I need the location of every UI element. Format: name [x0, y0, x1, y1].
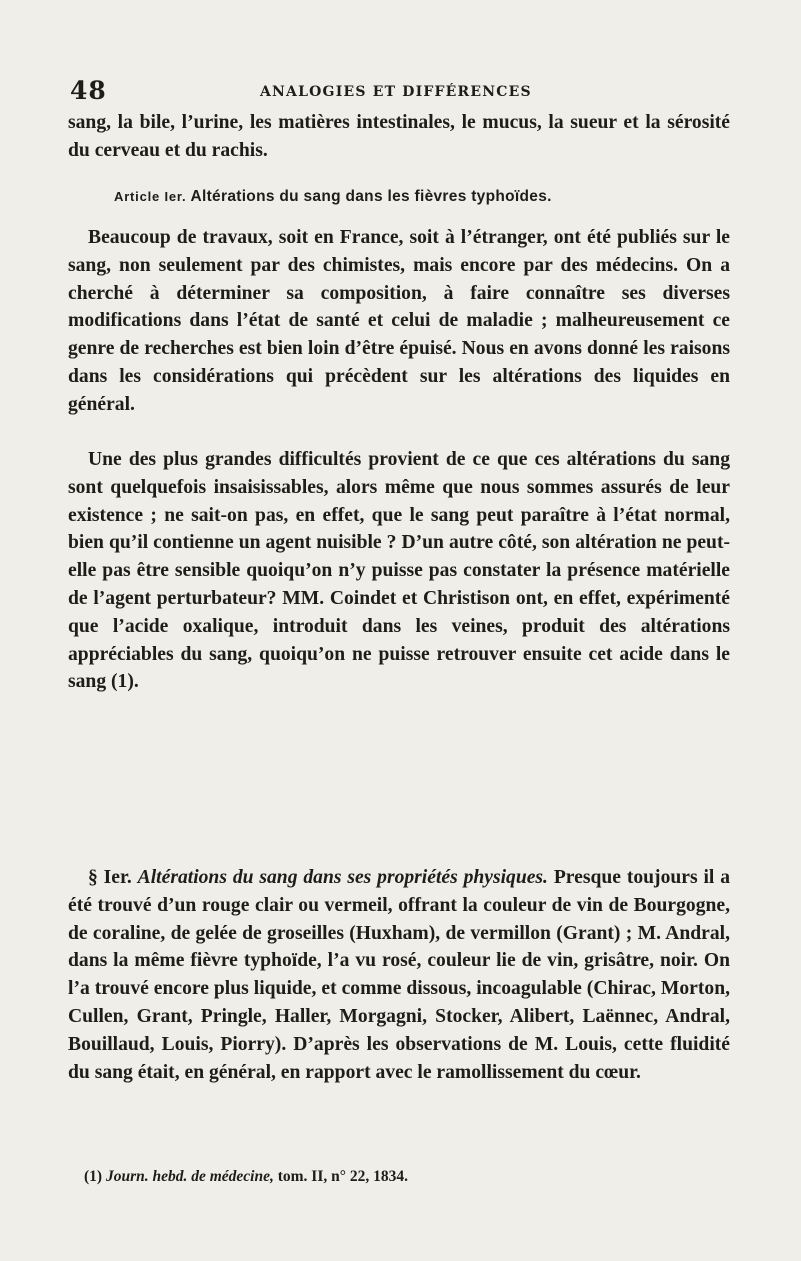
- footnote-source: Journ. hebd. de médecine,: [105, 1168, 274, 1185]
- section-1-text: Presque toujours il a été trouvé d’un rouge clair ou vermeil, offrant la couleur de vin de Bourgogne, de coraline, de gelée de groseilles (Huxham), de vermillon (Grant) ; M. Andral, dans la même fièvre typhoïde, l’a vu rosé, couleur lie de vin, grisâtre, noir. On l’a trouvé encore plus liquide, et comme dissous, incoagulable (Chirac, Morton, Cullen, Grant, Pringle, Haller, Morgagni, Stocker, Alibert, Laënnec, Andral, Bouillaud, Louis, Piorry). D’après les observations de M. Louis, cette fluidité du sang était, en général, en rapport avec le ramollissement du cœur.: [68, 867, 730, 1083]
- section-1-paragraph: [68, 864, 730, 1086]
- section-title: Altérations du sang dans ses propriétés physiques.: [137, 867, 548, 888]
- paragraph-2: [68, 446, 730, 696]
- article-title: Altérations du sang dans les fièvres typhoïdes.: [190, 188, 552, 205]
- footnote: [84, 1168, 408, 1186]
- footnote-detail: tom. II, n° 22, 1834.: [277, 1168, 408, 1185]
- section-label: § Ier.: [88, 867, 132, 888]
- running-title: ANALOGIES ET DIFFÉRENCES: [260, 84, 532, 100]
- paragraph-2-text: Une des plus grandes difficultés provient de ce que ces altérations du sang sont quelquefois insaisissables, alors même que nous sommes assurés de leur existence ; ne sait-on pas, en effet, que le sang peut paraître à l’état normal, bien qu’il contienne un agent nuisible ? D’un autre côté, son altération ne peut-elle pas être sensible quoiqu’on n’y puisse pas constater la présence matérielle de l’agent perturbateur? MM. Coindet et Christison ont, en effet, expérimenté que l’acide oxalique, introduit dans les veines, produit des altérations appréciables du sang, quoiqu’on ne puisse retrouver ensuite cet acide dans le sang (1).: [68, 449, 730, 693]
- section-1-line: [68, 864, 730, 1086]
- running-head: [70, 76, 730, 106]
- paragraph-2-block: [68, 446, 730, 696]
- article-label: Article Ier.: [114, 189, 187, 204]
- section-1-block: [68, 864, 730, 1086]
- opening-lines: sang, la bile, l’urine, les matières intestinales, le mucus, la sueur et la sérosité du cerveau et du rachis.: [68, 112, 730, 161]
- paragraph-1-text: Beaucoup de travaux, soit en France, soit à l’étranger, ont été publiés sur le sang, non seulement par des chimistes, mais encore par des médecins. On a cherché à déterminer sa composition, à faire connaître ses diverses modifications dans l’état de santé et celui de maladie ; malheureusement ce genre de recherches est bien loin d’être épuisé. Nous en avons donné les raisons dans les considérations qui précèdent sur les altérations des liquides en général.: [68, 227, 730, 415]
- footnote-marker: (1): [84, 1168, 103, 1185]
- opening-lines-block: [68, 109, 730, 165]
- article-heading: [114, 188, 552, 206]
- paragraph-1-block: [68, 224, 730, 419]
- paragraph-1: [68, 224, 730, 419]
- page-number: 48: [70, 76, 107, 105]
